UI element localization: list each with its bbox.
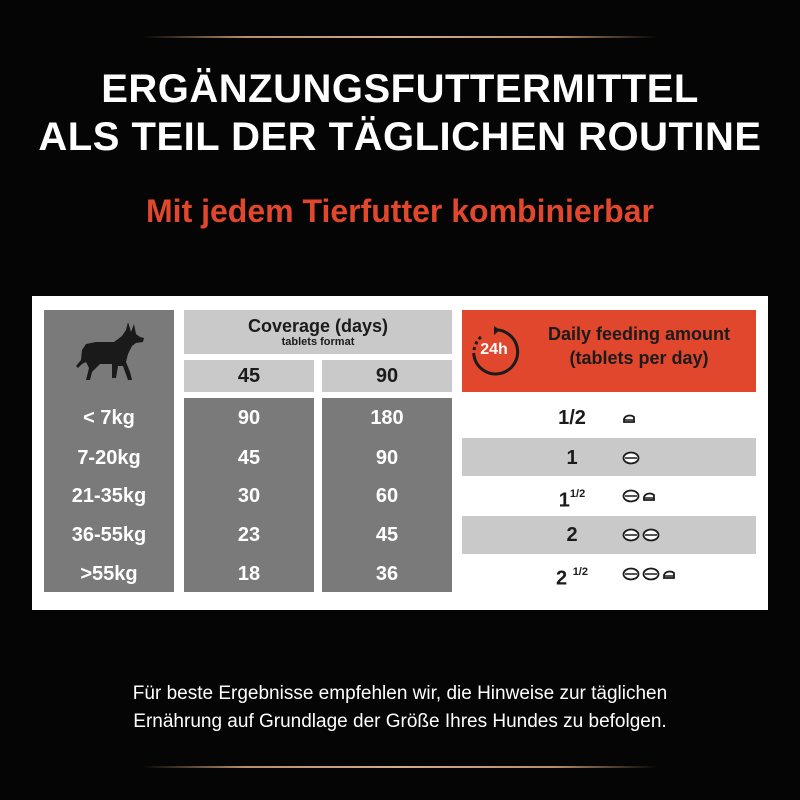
coverage-45-value: 18 [237,563,261,585]
half-tablet-icon [662,567,676,581]
daily-dose [512,523,632,547]
coverage-title: Coverage (days) [247,315,389,336]
daily-dose [512,562,632,591]
coverage-90-value: 60 [375,485,399,507]
half-tablet-icon [622,411,636,425]
page-subtitle: Mit jedem Tierfutter kombinierbar [146,193,654,229]
page-title-line1: ERGÄNZUNGSFUTTERMITTEL [101,67,699,111]
tablet-icon [622,528,640,542]
half-tablet-icon [642,489,656,503]
tablet-icons [622,565,676,583]
tablet-icon [622,489,640,503]
tablet-icon [622,451,640,465]
dose-main: 1 [566,447,578,469]
coverage-90-value: 90 [375,447,399,469]
weight-label: 7-20kg [77,447,141,469]
footer-line1: Für beste Ergebnisse empfehlen wir, die Hinweise zur täglichen [132,683,668,704]
dose-fraction: 1/2 [569,488,586,500]
dog-silhouette-icon [72,318,148,384]
coverage-subtitle: tablets format [281,335,355,348]
tablet-icon [642,567,660,581]
weight-label: 21-35kg [71,485,147,507]
clock-24h-icon [468,326,520,378]
dose-main: 2 [566,524,578,546]
feeding-title-line2: (tablets per day) [569,348,709,368]
weight-label: < 7kg [83,407,135,429]
feeding-title-line1: Daily feeding amount [547,324,731,344]
coverage-45-value: 90 [237,407,261,429]
daily-dose [512,406,632,430]
coverage-45-value: 30 [237,485,261,507]
dose-main: 2 [556,567,573,590]
weight-label: >55kg [80,563,138,585]
bottom-divider [142,766,658,768]
coverage-header [184,310,452,354]
daily-dose [512,446,632,470]
daily-dose [512,484,632,513]
coverage-90-value: 180 [370,407,404,429]
coverage-45-value: 23 [237,524,261,546]
tablet-icons [622,409,636,427]
tablet-icon [622,567,640,581]
weight-label: 36-55kg [71,524,147,546]
tablet-icons [622,449,640,467]
dose-main: 1 [558,489,570,512]
clock-label: 24h [480,341,508,358]
dose-fraction: 1/2 [572,566,588,578]
tablet-icon [642,528,660,542]
footer-line2: Ernährung auf Grundlage der Größe Ihres Hundes zu befolgen. [133,711,667,732]
tablet-icons [622,487,656,505]
coverage-90-value: 36 [375,563,399,585]
footer-note [0,680,800,736]
feeding-table [32,296,768,610]
tablet-icons [622,526,660,544]
coverage-90-value: 45 [375,524,399,546]
page-title-line2: ALS TEIL DER TÄGLICHEN ROUTINE [38,115,762,159]
coverage-45-value: 45 [237,447,261,469]
col-header-45: 45 [184,360,314,392]
col-header-90: 90 [322,360,452,392]
top-divider [142,36,658,38]
dose-main: 1/2 [558,407,586,429]
